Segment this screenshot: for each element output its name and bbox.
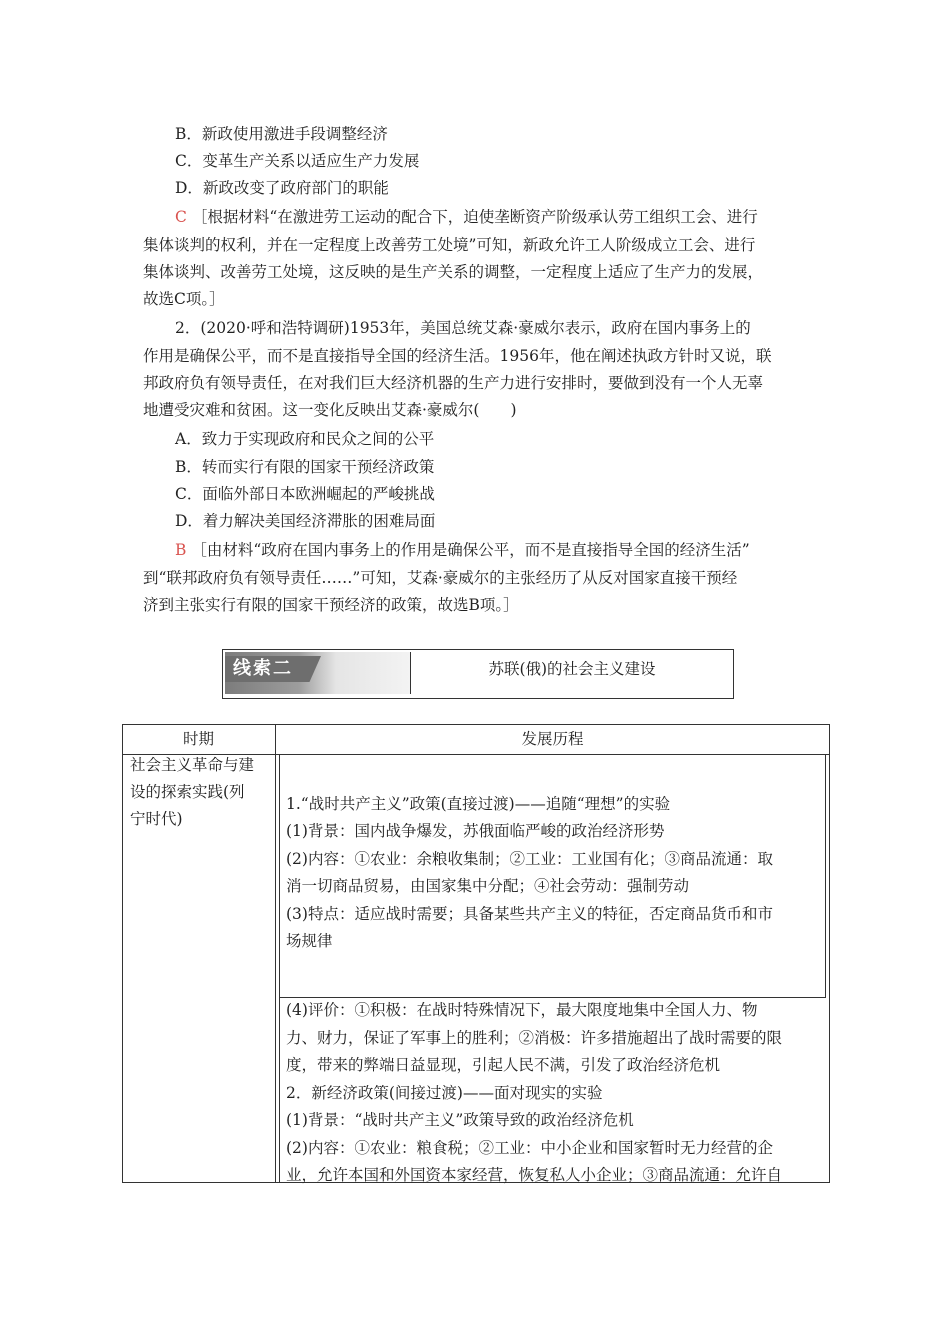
q1-option-c: C．变革生产关系以适应生产力发展 xyxy=(175,152,420,170)
q2-explanation-line xyxy=(175,540,750,560)
q1-option-d: D．新政改变了政府部门的职能 xyxy=(175,179,389,197)
process-line: 1.“战时共产主义”政策(直接过渡)——追随“理想”的实验 xyxy=(286,795,671,813)
q1-explanation-line: 集体谈判的权利，并在一定程度上改善劳工处境”可知，新政允许工人阶级成立工会、进行 xyxy=(143,236,756,254)
inner-box-right xyxy=(825,754,826,998)
q1-explanation-line: 集体谈判、改善劳工处境，这反映的是生产关系的调整，一定程度上适应了生产力的发展， xyxy=(143,263,764,281)
table-header-period: 时期 xyxy=(182,730,214,748)
table-border-top xyxy=(122,724,830,725)
q2-stem-line: 邦政府负有领导责任，在对我们巨大经济机器的生产力进行安排时，要做到没有一个人无辜 xyxy=(143,374,764,392)
clue-title: 苏联(俄)的社会主义建设 xyxy=(488,660,656,678)
process-line: (3)特点：适应战时需要；具备某些共产主义的特征，否定商品货币和市 xyxy=(286,905,773,923)
process-line: (1)背景：“战时共产主义”政策导致的政治经济危机 xyxy=(286,1111,634,1129)
process-line: 2．新经济政策(间接过渡)——面对现实的实验 xyxy=(286,1084,603,1102)
q1-explanation-text: ［根据材料“在激进劳工运动的配合下，迫使垄断资产阶级承认劳工组织工会、进行 xyxy=(191,208,758,226)
q1-option-b: B．新政使用激进手段调整经济 xyxy=(175,125,388,143)
clue-tab-label: 线索二 xyxy=(233,658,293,679)
process-line: 度，带来的弊端日益显现，引起人民不满，引发了政治经济危机 xyxy=(286,1056,721,1074)
clue-heading-box xyxy=(222,649,734,699)
q2-stem-line: 2．(2020·呼和浩特调研)1953年，美国总统艾森·豪威尔表示，政府在国内事务上的 xyxy=(175,319,751,337)
table-border-right xyxy=(829,724,830,1183)
process-line: 业，允许本国和外国资本家经营，恢复私人小企业；③商品流通：允许自 xyxy=(286,1166,783,1184)
q2-option-a: A．致力于实现政府和民众之间的公平 xyxy=(175,430,435,448)
clue-tab xyxy=(225,652,411,694)
q2-explanation-line: 济到主张实行有限的国家干预经济的政策，故选B项。］ xyxy=(143,596,519,614)
q2-option-d: D．着力解决美国经济滞胀的困难局面 xyxy=(175,512,436,530)
q2-stem-line: 地遭受灾难和贫困。这一变化反映出艾森·豪威尔( ) xyxy=(143,401,517,419)
process-line: 消一切商品贸易，由国家集中分配；④社会劳动：强制劳动 xyxy=(286,877,690,895)
inner-box-left xyxy=(279,754,280,1182)
table-header-process: 发展历程 xyxy=(521,730,584,748)
q2-explanation-text: ［由材料“政府在国内事务上的作用是确保公平，而不是直接指导全国的经济生活” xyxy=(191,541,750,559)
process-line: (2)内容：①农业：粮食税；②工业：中小企业和国家暂时无力经营的企 xyxy=(286,1139,773,1157)
table-column-divider xyxy=(275,724,276,1183)
q2-stem-line: 作用是确保公平，而不是直接指导全国的经济生活。1956年，他在阐述执政方针时又说，联 xyxy=(143,347,772,365)
process-line: (1)背景：国内战争爆发，苏俄面临严峻的政治经济形势 xyxy=(286,822,665,840)
q2-option-b: B．转而实行有限的国家干预经济政策 xyxy=(175,458,435,476)
process-line: 场规律 xyxy=(286,932,333,950)
period-cell-line: 社会主义革命与建 xyxy=(130,756,255,774)
q2-answer-letter: B xyxy=(175,541,187,559)
q2-explanation-line: 到“联邦政府负有领导责任……”可知，艾森·豪威尔的主张经历了从反对国家直接干预经 xyxy=(143,569,738,587)
q1-answer-letter: C xyxy=(175,208,187,226)
process-line: (4)评价：①积极：在战时特殊情况下，最大限度地集中全国人力、物 xyxy=(286,1001,758,1019)
q2-option-c: C．面临外部日本欧洲崛起的严峻挑战 xyxy=(175,485,435,503)
table-border-left xyxy=(122,724,123,1183)
q1-explanation-line: 故选C项。］ xyxy=(143,290,225,308)
q1-explanation-line xyxy=(175,207,758,227)
process-line: (2)内容：①农业：余粮收集制；②工业：工业国有化；③商品流通：取 xyxy=(286,850,773,868)
process-line: 力、财力，保证了军事上的胜利；②消极：许多措施超出了战时需要的限 xyxy=(286,1029,783,1047)
period-cell-line: 设的探索实践(列 xyxy=(130,783,245,801)
period-cell-line: 宁时代) xyxy=(130,810,183,828)
